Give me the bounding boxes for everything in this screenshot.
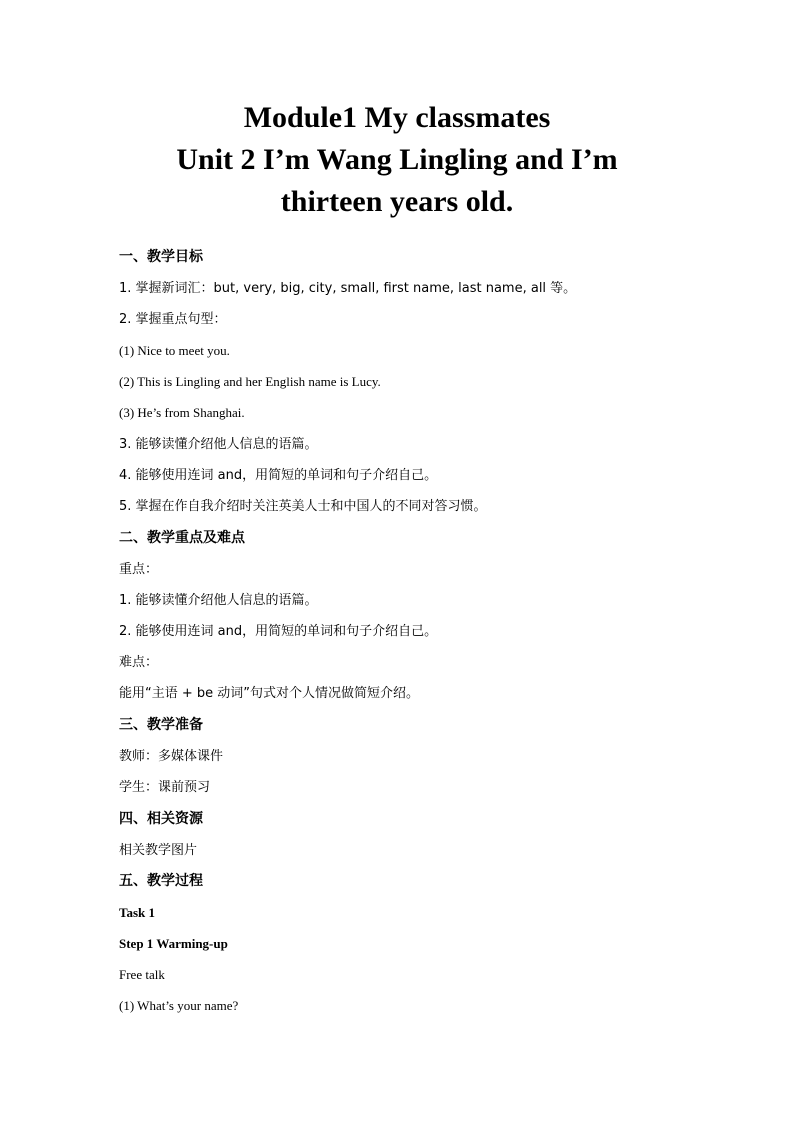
objective-1: 1. 掌握新词汇：but, very, big, city, small, first name, last name, all 等。 (119, 281, 577, 296)
step-1-label: Step 1 Warming-up (119, 936, 228, 951)
objective-2-sentence-2: (2) This is Lingling and her English name is Lucy. (119, 374, 381, 389)
title-line-1: Module1 My classmates (243, 101, 551, 134)
key-point-2: 2. 能够使用连词 and，用简短的单词和句子介绍自己。 (119, 624, 438, 639)
resource-item: 相关教学图片 (119, 843, 198, 858)
objective-2-sentence-1: (1) Nice to meet you. (119, 343, 230, 358)
task-1-label: Task 1 (119, 905, 156, 920)
student-preparation: 学生：课前预习 (119, 780, 211, 795)
objective-4: 4. 能够使用连词 and，用简短的单词和句子介绍自己。 (119, 468, 438, 483)
difficult-point-1: 能用“主语 + be 动词”句式对个人情况做简短介绍。 (119, 686, 420, 701)
question-1: (1) What’s your name? (119, 998, 239, 1013)
section-4-heading: 四、相关资源 (119, 811, 203, 827)
section-1-heading: 一、教学目标 (119, 249, 203, 265)
teacher-preparation: 教师：多媒体课件 (119, 749, 224, 764)
difficult-points-label: 难点： (119, 655, 159, 670)
free-talk-label: Free talk (119, 967, 165, 982)
key-points-label: 重点： (119, 562, 159, 577)
section-2-heading: 二、教学重点及难点 (119, 530, 245, 546)
title-line-3: thirteen years old. (280, 185, 514, 218)
section-3-heading: 三、教学准备 (119, 717, 203, 733)
objective-2-sentence-3: (3) He’s from Shanghai. (119, 405, 245, 420)
key-point-1: 1. 能够读懂介绍他人信息的语篇。 (119, 593, 318, 608)
objective-3: 3. 能够读懂介绍他人信息的语篇。 (119, 437, 318, 452)
objective-2: 2. 掌握重点句型： (119, 312, 227, 327)
title-line-2: Unit 2 I’m Wang Lingling and I’m (176, 143, 618, 176)
objective-5: 5. 掌握在作自我介绍时关注英美人士和中国人的不同对答习惯。 (119, 499, 487, 514)
section-5-heading: 五、教学过程 (119, 873, 203, 889)
